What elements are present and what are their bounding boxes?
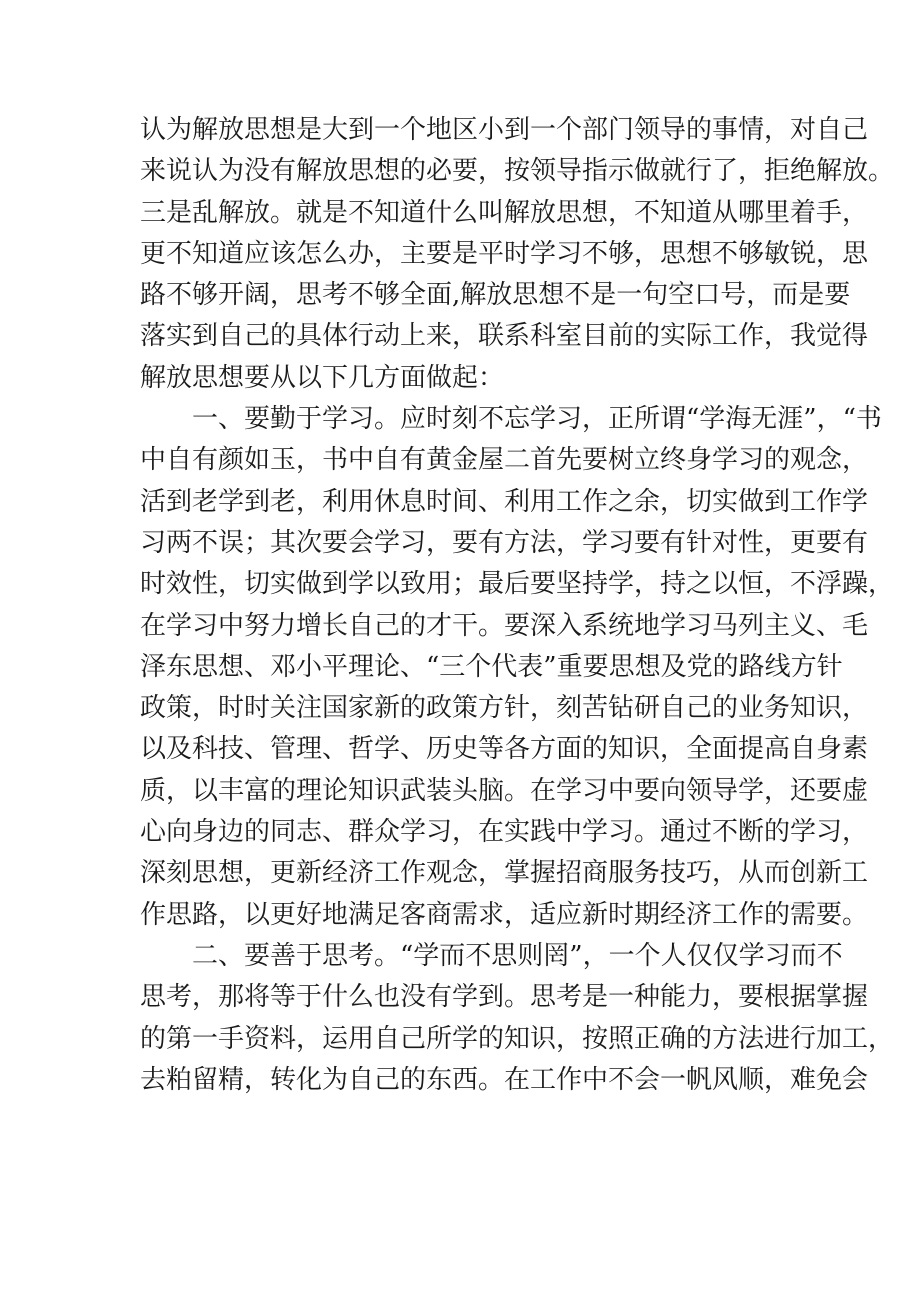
paragraph-2-line-4: 习两不误；其次要会学习，要有方法，学习要有针对性，更要有 <box>140 527 869 558</box>
paragraph-1-line-5: 路不够开阔，思考不够全面,解放思想不是一句空口号，而是要 <box>140 280 851 311</box>
paragraph-2-line-6: 在学习中努力增长自己的才干。要深入系统地学习马列主义、毛 <box>140 610 869 641</box>
paragraph-3-line-4: 去粕留精，转化为自己的东西。在工作中不会一帆风顺，难免会 <box>140 1064 869 1095</box>
paragraph-2-line-9: 以及科技、管理、哲学、历史等各方面的知识，全面提高自身素 <box>140 734 869 765</box>
paragraph-2-line-10: 质，以丰富的理论知识武装头脑。在学习中要向领导学，还要虚 <box>140 775 869 806</box>
paragraph-3-line-2: 思考，那将等于什么也没有学到。思考是一种能力，要根据掌握 <box>140 982 869 1013</box>
paragraph-1-line-4: 更不知道应该怎么办，主要是平时学习不够，思想不够敏锐，思 <box>140 238 869 269</box>
paragraph-2-line-2: 中自有颜如玉，书中自有黄金屋二首先要树立终身学习的观念， <box>140 445 869 476</box>
paragraph-1-line-2: 来说认为没有解放思想的必要，按领导指示做就行了，拒绝解放。 <box>140 156 895 187</box>
paragraph-1-line-7: 解放思想要从以下几方面做起： <box>140 362 505 393</box>
paragraph-2-line-1: 一、要勤于学习。应时刻不忘学习，正所谓“学海无涯”，“书 <box>192 404 882 435</box>
paragraph-3-line-1: 二、要善于思考。“学而不思则罔”，一个人仅仅学习而不 <box>192 940 843 971</box>
paragraph-1-line-6: 落实到自己的具体行动上来，联系科室目前的实际工作，我觉得 <box>140 321 869 352</box>
paragraph-2-line-13: 作思路，以更好地满足客商需求，适应新时期经济工作的需要。 <box>140 899 869 930</box>
paragraph-2-line-5: 时效性，切实做到学以致用；最后要坚持学，持之以恒，不浮躁， <box>140 569 895 600</box>
paragraph-2-line-11: 心向身边的同志、群众学习，在实践中学习。通过不断的学习， <box>140 817 869 848</box>
paragraph-3-line-3: 的第一手资料，运用自己所学的知识，按照正确的方法进行加工， <box>140 1023 895 1054</box>
paragraph-2-line-12: 深刻思想，更新经济工作观念，掌握招商服务技巧，从而创新工 <box>140 858 869 889</box>
body-text <box>140 110 895 1101</box>
paragraph-2-line-7: 泽东思想、邓小平理论、“三个代表”重要思想及党的路线方针 <box>140 651 843 682</box>
paragraph-1-line-1: 认为解放思想是大到一个地区小到一个部门领导的事情，对自己 <box>140 115 869 145</box>
paragraph-2-line-8: 政策，时时关注国家新的政策方针，刻苦钻研自己的业务知识， <box>140 693 869 724</box>
paragraph-1-line-3: 三是乱解放。就是不知道什么叫解放思想，不知道从哪里着手， <box>140 197 869 228</box>
paragraph-2-line-3: 活到老学到老，利用休息时间、利用工作之余，切实做到工作学 <box>140 486 869 517</box>
